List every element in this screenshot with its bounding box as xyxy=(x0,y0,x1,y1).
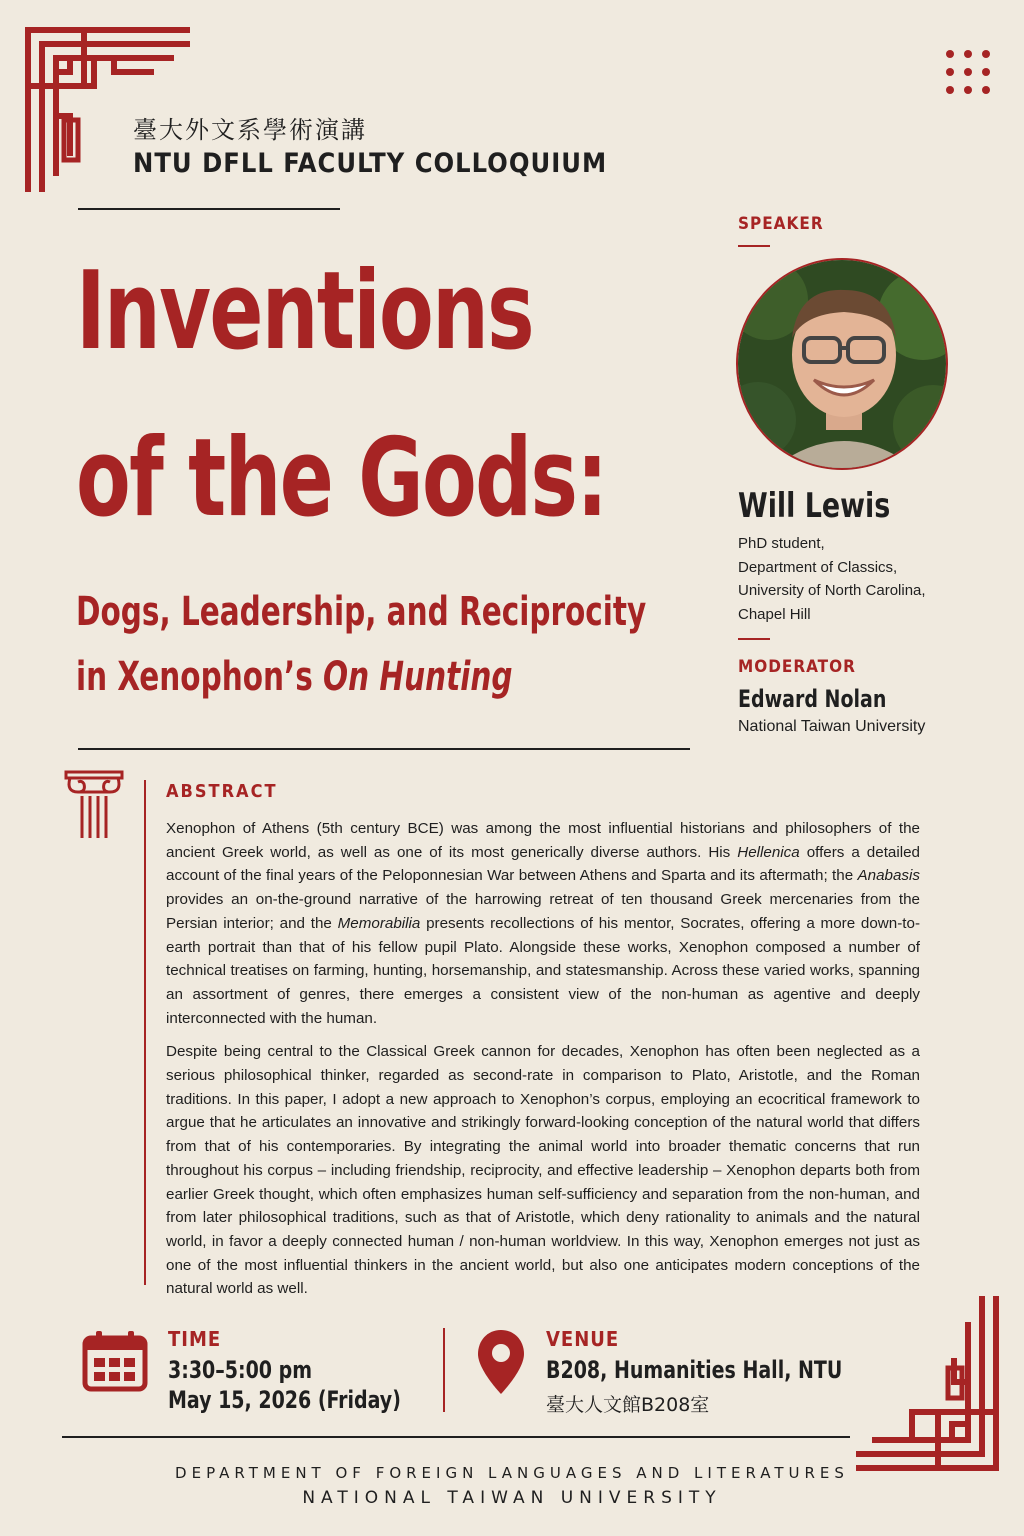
info-vertical-divider xyxy=(443,1328,445,1412)
abstract-italic: Memorabilia xyxy=(337,914,421,932)
footer-department: DEPARTMENT OF FOREIGN LANGUAGES AND LITERATURES xyxy=(175,1464,849,1482)
corner-fret-ornament-bottom-right xyxy=(852,1292,1000,1472)
ionic-column-icon xyxy=(64,770,124,840)
abstract-paragraph-1 xyxy=(166,817,920,1030)
footer-divider xyxy=(62,1436,850,1438)
abstract-text: provides an on-the-ground narrative of the harrowing retreat of ten thousand Greek mercenaries from the Persian interior; and the xyxy=(166,891,920,932)
speaker-affiliation-line: PhD student, xyxy=(738,535,825,552)
moderator-affiliation: National Taiwan University xyxy=(738,718,926,735)
header-divider xyxy=(78,208,340,210)
venue-label: VENUE xyxy=(546,1327,620,1351)
moderator-label: MODERATOR xyxy=(738,657,856,677)
time-label: TIME xyxy=(168,1327,222,1351)
moderator-name: Edward Nolan xyxy=(738,685,887,713)
moderator-rule xyxy=(738,638,770,640)
subtitle-italic: On Hunting xyxy=(323,654,513,700)
speaker-photo xyxy=(736,258,948,470)
venue-line-1: B208, Humanities Hall, NTU xyxy=(546,1356,843,1384)
header-chinese-title: 臺大外文系學術演講 xyxy=(133,116,367,144)
abstract-label: ABSTRACT xyxy=(166,781,278,802)
speaker-name: Will Lewis xyxy=(738,486,891,526)
abstract-text: presents recollections of his mentor, Socrates, offering a more down-to-earth portrait than that of his fellow pupil Plato. Alongside these works, Xenophon composed a number of technical treatises on farming, hunting, horsemanship, and statesmanship. Across these varied works, spanning an assortment of genres, there emerges a consistent view of the non-human as agentive and deeply interconnected with the human. xyxy=(166,914,920,1027)
title-line-1: Inventions xyxy=(76,249,533,374)
subtitle-prefix: in Xenophon’s xyxy=(76,654,324,700)
dots-grid-icon xyxy=(944,48,992,96)
time-line-2: May 15, 2026 (Friday) xyxy=(168,1386,401,1414)
speaker-affiliation-line: Chapel Hill xyxy=(738,605,811,623)
abstract-text: Xenophon of Athens (5th century BCE) was among the most influential historians and philosophers of the ancient Greek world, as well as one of its most generically diverse authors. His xyxy=(166,820,920,861)
speaker-affiliation-line: University of North Carolina, xyxy=(738,582,926,599)
header-english-title: NTU DFLL FACULTY COLLOQUIUM xyxy=(133,148,608,179)
speaker-label-rule xyxy=(738,245,770,247)
title-line-2: of the Gods: xyxy=(76,416,607,541)
abstract-vertical-rule xyxy=(144,780,146,1285)
abstract-body xyxy=(166,817,920,1311)
venue-line-2: 臺大人文館B208室 xyxy=(546,1394,710,1416)
time-line-1: 3:30–5:00 pm xyxy=(168,1356,313,1384)
subtitle-line-2 xyxy=(76,655,512,699)
abstract-italic: Anabasis xyxy=(857,867,920,885)
title-divider xyxy=(78,748,690,750)
speaker-photo-illustration xyxy=(738,260,948,470)
abstract-text: offers a detailed account of the final years of the Peloponnesian War between Athens and Sparta and its aftermath; the xyxy=(166,843,921,885)
location-pin-icon xyxy=(476,1328,526,1396)
calendar-icon xyxy=(82,1330,148,1392)
abstract-paragraph-2: Despite being central to the Classical Greek cannon for decades, Xenophon has often been neglected as a serious philosophical thinker, regarded as second-rate in comparison to Plato, Aristotle, and the Roman traditions. In this paper, I adopt a new approach to Xenophon’s corpus, employing an ecocritical framework to argue that he articulates an innovative and strikingly forward-looking conception of the natural world that differs from that of his contemporaries. By integrating the animal world into broader thematic concerns that run throughout his corpus – including friendship, reciprocity, and effective leadership – Xenophon departs both from earlier Greek thought, which often emphasizes human self-sufficiency and separation from the non-human, and from later philosophical traditions, such as that of Aristotle, which deny rationality to animals and the natural world, in favor a deeply connected human / non-human worldview. In this way, Xenophon emerges not just as one of the most influential thinkers in the ancient world, but also one anticipates modern conceptions of the natural world as well. xyxy=(166,1043,920,1298)
footer-university: NATIONAL TAIWAN UNIVERSITY xyxy=(302,1488,722,1508)
speaker-affiliation-line: Department of Classics, xyxy=(738,558,898,576)
speaker-label: SPEAKER xyxy=(738,214,824,234)
subtitle-line-1: Dogs, Leadership, and Reciprocity xyxy=(76,589,647,635)
speaker-affiliation xyxy=(738,532,926,626)
abstract-italic: Hellenica xyxy=(737,843,800,861)
